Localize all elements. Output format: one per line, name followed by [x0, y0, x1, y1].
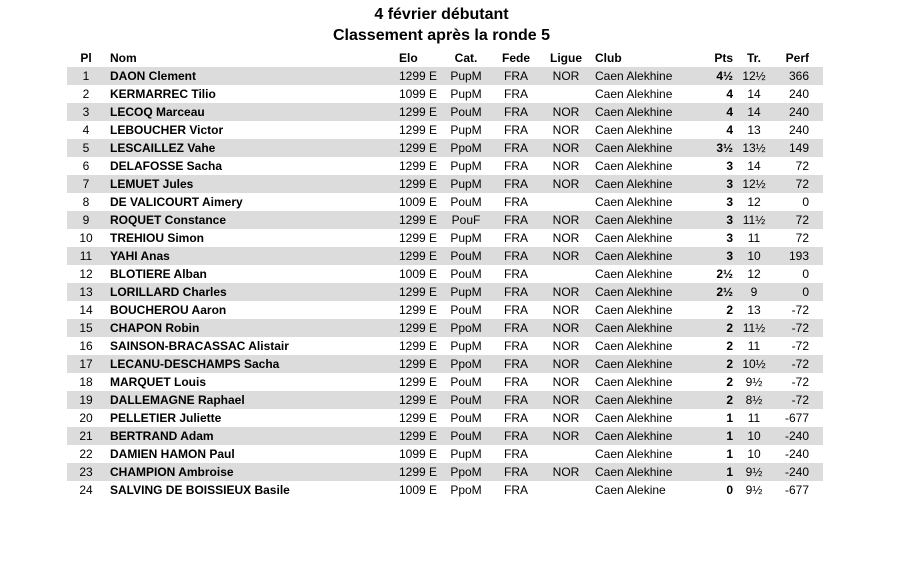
cell-federation: FRA [504, 483, 528, 497]
cell-elo: 1299 E [391, 175, 441, 193]
cell-elo: 1099 E [399, 447, 438, 461]
table-row [67, 391, 823, 409]
cell-points: 3 [726, 159, 733, 173]
cell-league: NOR [541, 319, 591, 337]
cell-tiebreak: 11½ [739, 211, 769, 229]
cell-place: 10 [79, 231, 93, 245]
cell-club: Caen Alekhine [595, 159, 673, 173]
cell-elo: 1299 E [399, 231, 438, 245]
cell-points: 4 [703, 103, 739, 121]
cell-points: 2 [703, 391, 739, 409]
cell-club: Caen Alekhine [591, 319, 703, 337]
cell-points: 1 [726, 447, 733, 461]
cell-place: 6 [82, 159, 90, 173]
cell-category: PouF [441, 211, 491, 229]
cell-performance: -677 [784, 411, 809, 425]
cell-place: 9 [67, 211, 105, 229]
cell-place: 3 [67, 103, 105, 121]
cell-place: 22 [79, 447, 93, 461]
cell-federation: FRA [491, 211, 541, 229]
cell-name: DELAFOSSE Sacha [110, 159, 223, 173]
cell-elo: 1299 E [391, 103, 441, 121]
cell-name: LEMUET Jules [105, 175, 391, 193]
cell-federation: FRA [504, 123, 528, 137]
cell-performance: -72 [769, 355, 823, 373]
table-row [67, 139, 823, 157]
cell-name: DAMIEN HAMON Paul [110, 447, 235, 461]
cell-federation: FRA [504, 87, 528, 101]
cell-club: Caen Alekhine [595, 87, 673, 101]
cell-points: 3 [703, 175, 739, 193]
cell-points: 0 [726, 483, 733, 497]
cell-category: PpoM [441, 355, 491, 373]
cell-performance: 366 [769, 67, 823, 85]
cell-league: NOR [552, 159, 580, 173]
cell-tiebreak: 12½ [739, 175, 769, 193]
cell-name: DE VALICOURT Aimery [110, 195, 243, 209]
cell-points: 3 [703, 211, 739, 229]
table-row [67, 67, 823, 85]
header-tr: Tr. [746, 50, 761, 65]
table-row [67, 247, 823, 265]
cell-category: PupM [450, 339, 482, 353]
cell-performance: -72 [769, 391, 823, 409]
cell-name: BERTRAND Adam [105, 427, 391, 445]
cell-federation: FRA [504, 339, 528, 353]
cell-elo: 1299 E [399, 303, 438, 317]
cell-federation: FRA [491, 103, 541, 121]
cell-elo: 1009 E [399, 483, 438, 497]
cell-tiebreak: 9½ [745, 375, 763, 389]
table-row [67, 445, 823, 463]
cell-category: PouM [441, 391, 491, 409]
cell-federation: FRA [491, 463, 541, 481]
cell-federation: FRA [491, 283, 541, 301]
cell-name: MARQUET Louis [110, 375, 206, 389]
cell-category: PouM [450, 411, 482, 425]
cell-performance: -72 [791, 339, 809, 353]
cell-elo: 1299 E [391, 427, 441, 445]
cell-federation: FRA [491, 391, 541, 409]
cell-name: LESCAILLEZ Vahe [105, 139, 391, 157]
cell-points: 2 [726, 303, 733, 317]
cell-federation: FRA [504, 375, 528, 389]
cell-points: 1 [726, 411, 733, 425]
cell-elo: 1299 E [391, 319, 441, 337]
cell-club: Caen Alekhine [595, 339, 673, 353]
cell-club: Caen Alekhine [595, 375, 673, 389]
cell-category: PupM [441, 175, 491, 193]
cell-place: 1 [67, 67, 105, 85]
cell-tiebreak: 12 [747, 195, 761, 209]
header-club: Club [595, 50, 622, 65]
cell-points: 1 [703, 463, 739, 481]
cell-federation: FRA [504, 303, 528, 317]
cell-points: 3 [726, 195, 733, 209]
cell-league: NOR [541, 355, 591, 373]
table-row [67, 157, 823, 175]
cell-category: PouM [450, 375, 482, 389]
cell-performance: 240 [788, 87, 809, 101]
cell-tiebreak: 10½ [739, 355, 769, 373]
cell-elo: 1299 E [391, 463, 441, 481]
cell-federation: FRA [504, 411, 528, 425]
cell-place: 13 [67, 283, 105, 301]
cell-performance: 72 [795, 231, 809, 245]
cell-category: PupM [441, 283, 491, 301]
cell-federation: FRA [491, 355, 541, 373]
cell-place: 5 [67, 139, 105, 157]
table-row [67, 175, 823, 193]
cell-place: 12 [79, 267, 93, 281]
cell-points: 2 [726, 375, 733, 389]
cell-league [541, 445, 591, 463]
cell-category: PupM [450, 87, 482, 101]
cell-points: 3 [703, 247, 739, 265]
cell-elo: 1299 E [391, 67, 441, 85]
cell-place: 2 [82, 87, 90, 101]
cell-league: NOR [552, 231, 580, 245]
cell-elo: 1299 E [391, 391, 441, 409]
cell-performance: 240 [769, 103, 823, 121]
cell-name: DALLEMAGNE Raphael [105, 391, 391, 409]
table-row [67, 121, 823, 139]
table-row [67, 481, 823, 499]
cell-federation: FRA [504, 231, 528, 245]
cell-points: 3 [726, 231, 733, 245]
cell-club: Caen Alekine [595, 483, 666, 497]
cell-name: YAHI Anas [105, 247, 391, 265]
cell-league [541, 481, 591, 499]
table-row [67, 427, 823, 445]
cell-name: LECOQ Marceau [105, 103, 391, 121]
cell-club: Caen Alekhine [591, 67, 703, 85]
cell-category: PouM [450, 303, 482, 317]
cell-club: Caen Alekhine [595, 303, 673, 317]
cell-elo: 1299 E [391, 355, 441, 373]
cell-club: Caen Alekhine [591, 391, 703, 409]
table-row [67, 463, 823, 481]
cell-name: PELLETIER Juliette [110, 411, 222, 425]
table-row [67, 85, 823, 103]
cell-category: PupM [450, 123, 482, 137]
cell-name: CHAPON Robin [105, 319, 391, 337]
header-fede: Fede [501, 50, 530, 65]
cell-elo: 1009 E [399, 267, 438, 281]
cell-league: NOR [541, 283, 591, 301]
header-perf: Perf [785, 50, 809, 65]
cell-club: Caen Alekhine [591, 283, 703, 301]
page-title: 4 février débutant [374, 6, 509, 23]
cell-points: 2½ [703, 283, 739, 301]
cell-club: Caen Alekhine [591, 247, 703, 265]
cell-category: PpoM [450, 483, 482, 497]
cell-place: 7 [67, 175, 105, 193]
cell-name: KERMARREC Tilio [110, 87, 216, 101]
cell-category: PouM [450, 195, 482, 209]
cell-performance: -72 [791, 375, 809, 389]
cell-tiebreak: 12 [747, 267, 761, 281]
cell-performance: 0 [802, 267, 809, 281]
cell-league: NOR [541, 247, 591, 265]
cell-place: 23 [67, 463, 105, 481]
cell-performance: -240 [769, 463, 823, 481]
cell-category: PouM [441, 427, 491, 445]
cell-place: 14 [79, 303, 93, 317]
table-row [67, 229, 823, 247]
cell-category: PpoM [441, 139, 491, 157]
cell-league: NOR [541, 175, 591, 193]
cell-name: CHAMPION Ambroise [105, 463, 391, 481]
cell-elo: 1299 E [399, 123, 438, 137]
cell-performance: 149 [769, 139, 823, 157]
cell-performance: 72 [769, 175, 823, 193]
cell-performance: 72 [795, 159, 809, 173]
cell-category: PpoM [441, 319, 491, 337]
header-elo: Elo [399, 50, 418, 65]
cell-club: Caen Alekhine [591, 463, 703, 481]
cell-place: 18 [79, 375, 93, 389]
cell-category: PouM [441, 103, 491, 121]
cell-tiebreak: 10 [747, 447, 761, 461]
cell-club: Caen Alekhine [595, 411, 673, 425]
cell-tiebreak: 13 [747, 303, 761, 317]
header-ligue: Ligue [550, 50, 582, 65]
cell-name: LECANU-DESCHAMPS Sacha [105, 355, 391, 373]
cell-club: Caen Alekhine [591, 139, 703, 157]
cell-elo: 1299 E [399, 339, 438, 353]
cell-place: 8 [82, 195, 90, 209]
cell-elo: 1299 E [391, 211, 441, 229]
cell-points: 2 [726, 339, 733, 353]
cell-federation: FRA [504, 159, 528, 173]
cell-club: Caen Alekhine [595, 195, 673, 209]
cell-elo: 1299 E [399, 375, 438, 389]
cell-name: DAON Clement [105, 67, 391, 85]
cell-performance: -240 [769, 427, 823, 445]
header-cat: Cat. [454, 50, 478, 65]
cell-club: Caen Alekhine [591, 211, 703, 229]
standings-table [67, 48, 823, 499]
table-row [67, 301, 823, 319]
cell-points: 4 [726, 123, 733, 137]
cell-tiebreak: 11 [747, 339, 761, 353]
cell-club: Caen Alekhine [595, 267, 673, 281]
cell-elo: 1009 E [399, 195, 438, 209]
cell-league [541, 193, 591, 211]
cell-league [541, 265, 591, 283]
cell-elo: 1299 E [391, 139, 441, 157]
cell-name: TREHIOU Simon [110, 231, 205, 245]
cell-club: Caen Alekhine [591, 355, 703, 373]
cell-points: 2 [703, 319, 739, 337]
cell-club: Caen Alekhine [595, 447, 673, 461]
cell-elo: 1299 E [391, 247, 441, 265]
table-row [67, 355, 823, 373]
table-row [67, 265, 823, 283]
cell-federation: FRA [491, 319, 541, 337]
cell-category: PouM [450, 267, 482, 281]
cell-elo: 1299 E [391, 283, 441, 301]
cell-league: NOR [552, 123, 580, 137]
cell-federation: FRA [504, 195, 528, 209]
cell-place: 17 [67, 355, 105, 373]
cell-tiebreak: 14 [747, 159, 761, 173]
cell-tiebreak: 9 [739, 283, 769, 301]
table-row [67, 283, 823, 301]
cell-league: NOR [552, 339, 580, 353]
cell-category: PpoM [441, 463, 491, 481]
cell-tiebreak: 13½ [739, 139, 769, 157]
header-row [67, 48, 823, 67]
cell-points: 4 [726, 87, 733, 101]
cell-tiebreak: 9½ [739, 463, 769, 481]
cell-league: NOR [541, 463, 591, 481]
table-row [67, 103, 823, 121]
cell-place: 24 [79, 483, 93, 497]
cell-place: 4 [82, 123, 90, 137]
page-subtitle: Classement après la ronde 5 [333, 27, 550, 44]
cell-league [541, 85, 591, 103]
cell-category: PouM [441, 247, 491, 265]
cell-points: 2 [703, 355, 739, 373]
cell-category: PupM [441, 67, 491, 85]
cell-club: Caen Alekhine [595, 231, 673, 245]
cell-name: ROQUET Constance [105, 211, 391, 229]
cell-tiebreak: 11½ [739, 319, 769, 337]
cell-league: NOR [541, 427, 591, 445]
cell-league: NOR [552, 375, 580, 389]
cell-performance: -72 [769, 319, 823, 337]
cell-tiebreak: 11 [747, 411, 761, 425]
cell-league: NOR [541, 211, 591, 229]
cell-league: NOR [541, 103, 591, 121]
cell-name: SALVING DE BOISSIEUX Basile [110, 483, 290, 497]
cell-place: 15 [67, 319, 105, 337]
table-row [67, 409, 823, 427]
cell-federation: FRA [491, 139, 541, 157]
cell-league: NOR [541, 67, 591, 85]
cell-federation: FRA [504, 447, 528, 461]
cell-elo: 1099 E [399, 87, 438, 101]
cell-name: BLOTIERE Alban [110, 267, 207, 281]
cell-performance: 0 [802, 195, 809, 209]
cell-points: 1 [703, 427, 739, 445]
cell-league: NOR [552, 303, 580, 317]
cell-tiebreak: 14 [747, 87, 761, 101]
table-row [67, 211, 823, 229]
cell-category: PupM [450, 159, 482, 173]
cell-name: LORILLARD Charles [105, 283, 391, 301]
cell-place: 11 [67, 247, 105, 265]
cell-points: 3½ [703, 139, 739, 157]
cell-elo: 1299 E [399, 159, 438, 173]
cell-tiebreak: 12½ [739, 67, 769, 85]
cell-federation: FRA [491, 427, 541, 445]
cell-federation: FRA [491, 67, 541, 85]
cell-tiebreak: 13 [747, 123, 761, 137]
cell-tiebreak: 9½ [745, 483, 763, 497]
cell-club: Caen Alekhine [595, 123, 673, 137]
table-row [67, 193, 823, 211]
cell-points: 4½ [703, 67, 739, 85]
header-pts: Pts [714, 50, 733, 65]
cell-league: NOR [541, 391, 591, 409]
cell-league: NOR [541, 139, 591, 157]
cell-performance: -72 [791, 303, 809, 317]
table-row [67, 337, 823, 355]
cell-tiebreak: 11 [747, 231, 761, 245]
cell-club: Caen Alekhine [591, 175, 703, 193]
cell-category: PupM [450, 447, 482, 461]
cell-performance: -677 [784, 483, 809, 497]
cell-elo: 1299 E [399, 411, 438, 425]
cell-club: Caen Alekhine [591, 103, 703, 121]
cell-points: 2½ [716, 267, 733, 281]
cell-performance: 240 [788, 123, 809, 137]
cell-name: BOUCHEROU Aaron [110, 303, 227, 317]
header-name: Nom [110, 50, 137, 65]
cell-tiebreak: 10 [739, 427, 769, 445]
cell-tiebreak: 14 [739, 103, 769, 121]
cell-name: LEBOUCHER Victor [110, 123, 224, 137]
cell-category: PupM [450, 231, 482, 245]
cell-performance: 193 [769, 247, 823, 265]
cell-league: NOR [552, 411, 580, 425]
cell-performance: -240 [784, 447, 809, 461]
cell-place: 21 [67, 427, 105, 445]
cell-federation: FRA [491, 175, 541, 193]
cell-name: SAINSON-BRACASSAC Alistair [110, 339, 289, 353]
cell-performance: 0 [769, 283, 823, 301]
cell-tiebreak: 10 [739, 247, 769, 265]
cell-place: 16 [79, 339, 93, 353]
cell-performance: 72 [769, 211, 823, 229]
table-row [67, 373, 823, 391]
cell-place: 20 [79, 411, 93, 425]
cell-federation: FRA [491, 247, 541, 265]
cell-tiebreak: 8½ [739, 391, 769, 409]
cell-club: Caen Alekhine [591, 427, 703, 445]
table-row [67, 319, 823, 337]
header-pl: Pl [80, 50, 92, 65]
cell-federation: FRA [504, 267, 528, 281]
cell-place: 19 [67, 391, 105, 409]
